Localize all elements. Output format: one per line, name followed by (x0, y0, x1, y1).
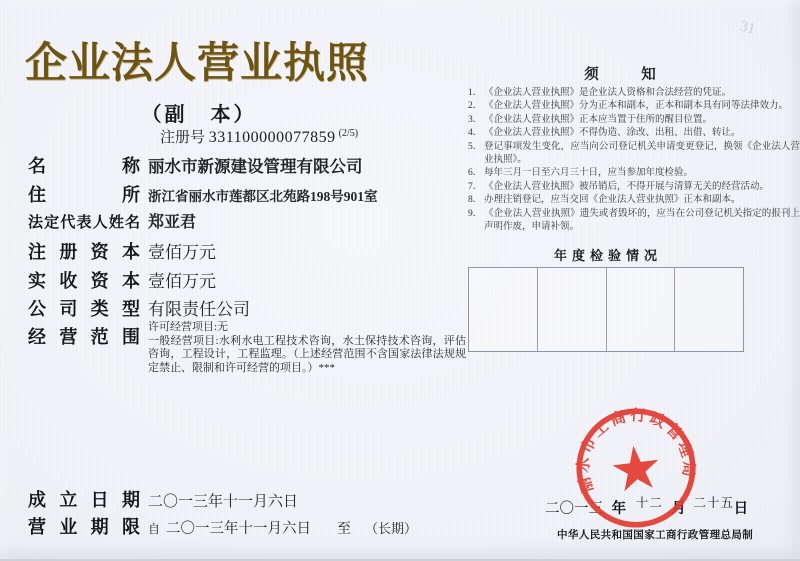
inspection-cell (674, 268, 743, 351)
field-label-registered-capital: 注册资本 (28, 242, 140, 262)
notice-text: 办理注销登记，应当交回《企业法人营业执照》正本和副本。 (484, 195, 741, 206)
field-label-paid-in-capital: 实收资本 (28, 271, 140, 291)
notice-number: 8． (468, 195, 483, 206)
notice-number: 1． (468, 88, 483, 98)
field-label-company-type: 公司类型 (28, 299, 140, 319)
registration-number: 331100000077859 (208, 129, 336, 146)
notice-number: 5． (468, 141, 483, 152)
notice-text: 登记事项发生变化，应当向公司登记机关申请变更登记，换领《企业法人营业执照》。 (484, 141, 800, 166)
notice-number: 7． (468, 181, 483, 192)
issue-date (545, 497, 754, 518)
registration-number-label: 注册号 (160, 130, 206, 146)
inspection-cell (469, 268, 537, 351)
field-value-business-term (148, 517, 417, 538)
stamp-arc-text: 丽水市工商行政管理局 (574, 406, 698, 495)
term-from-prefix: 自 (148, 522, 161, 536)
issue-date-month-unit: 月 (671, 501, 686, 517)
notice-item-6 (468, 167, 800, 180)
notice-item-7 (468, 181, 800, 194)
field-value-registered-capital: 壹佰万元 (148, 243, 216, 262)
registration-number-line (160, 126, 358, 147)
notice-text: 每年三月一日至六月三十日，应当参加年度检验。 (484, 168, 694, 179)
field-row-address (28, 181, 378, 207)
notice-item-1 (468, 87, 800, 100)
license-subtitle: （副 本） (141, 104, 257, 126)
field-label-business-scope: 经营范围 (28, 327, 140, 347)
stamp-text-arc (583, 415, 686, 498)
term-to-value: （长期） (365, 521, 418, 536)
notice-item-8 (468, 194, 800, 207)
field-value-legal-representative: 郑亚君 (148, 214, 197, 231)
field-row-company-name (28, 152, 363, 178)
issue-date-year: 二〇一三 (545, 501, 603, 517)
term-from-date: 二〇一三年十一月六日 (166, 521, 312, 537)
field-value-address: 浙江省丽水市莲都区北苑路198号901室 (148, 189, 378, 204)
notice-text: 《企业法人营业执照》遗失或者毁坏的，应当在公司登记机关指定的报刊上声明作废，申请补领。 (484, 208, 800, 233)
field-row-company-type (28, 295, 250, 321)
business-scope-line1: 许可经营项目:无 (148, 321, 229, 333)
field-row-establish-date (28, 486, 298, 512)
field-value-paid-in-capital: 壹佰万元 (148, 272, 216, 291)
corner-pencil-mark: 31 (738, 18, 757, 38)
inspection-heading: 年度检验情况 (553, 248, 662, 263)
notice-number: 4． (468, 128, 483, 139)
notice-text: 《企业法人营业执照》是企业法人资格和合法经营的凭证。 (484, 88, 732, 98)
term-to-prefix: 至 (337, 522, 352, 537)
field-row-business-term (28, 513, 417, 539)
notice-item-4 (468, 127, 800, 140)
notice-item-5 (468, 141, 800, 168)
inspection-cell (606, 268, 675, 351)
issue-date-day-unit: 日 (733, 501, 749, 517)
notice-text: 《企业法人营业执照》被吊销后，不得开展与清算无关的经营活动。 (484, 181, 770, 192)
business-scope-line2: 一般经营项目:水利水电工程技术咨询，水土保持技术咨询，评估咨询，工程设计，工程监理。（上述经营范围不含国家法律法规规定禁止、限制和许可经营的项目。）*** (148, 334, 466, 374)
field-row-legal-representative (28, 209, 196, 232)
notice-item-2 (468, 100, 800, 113)
field-row-registered-capital (28, 238, 216, 264)
field-label-business-term: 营业期限 (28, 517, 140, 537)
inspection-cell (537, 268, 606, 351)
field-label-company-name: 名称 (28, 156, 140, 176)
notices-heading: 须 知 (584, 67, 670, 83)
notice-number: 9． (468, 208, 483, 219)
field-value-establish-date: 二〇一三年十一月六日 (148, 494, 299, 510)
field-label-legal-representative: 法定代表人姓名 (28, 214, 140, 231)
issue-date-year-unit: 年 (611, 501, 627, 517)
notice-item-9 (468, 208, 800, 235)
issue-date-month: 十二 (635, 496, 663, 510)
field-label-address: 住所 (28, 185, 140, 205)
field-row-business-scope (28, 323, 140, 349)
field-row-paid-in-capital (28, 267, 216, 293)
inspection-table (468, 267, 744, 352)
notice-text: 《企业法人营业执照》不得伪造、涂改、出租、出借、转让。 (484, 128, 741, 139)
authority-line: 中华人民共和国国家工商行政管理总局制 (557, 529, 754, 541)
business-scope-text (148, 321, 466, 375)
star-icon (610, 443, 661, 492)
registration-number-sup: (2/5) (338, 128, 359, 139)
notice-number: 2． (468, 101, 483, 112)
field-value-company-name: 丽水市新源建设管理有限公司 (148, 157, 363, 176)
notice-number: 3． (468, 114, 483, 125)
field-label-establish-date: 成立日期 (28, 490, 140, 510)
notice-text: 《企业法人营业执照》分为正本和副本，正本和副本具有同等法律效力。 (484, 101, 789, 112)
issue-date-day: 二十五 (693, 496, 735, 510)
notice-text: 《企业法人营业执照》正本应当置于住所的醒目位置。 (484, 114, 713, 125)
notice-item-3 (468, 114, 800, 127)
notice-number: 6． (468, 168, 483, 179)
license-title: 企业法人营业执照 (25, 39, 370, 86)
field-value-company-type: 有限责任公司 (148, 300, 250, 319)
notices-list (468, 87, 800, 234)
